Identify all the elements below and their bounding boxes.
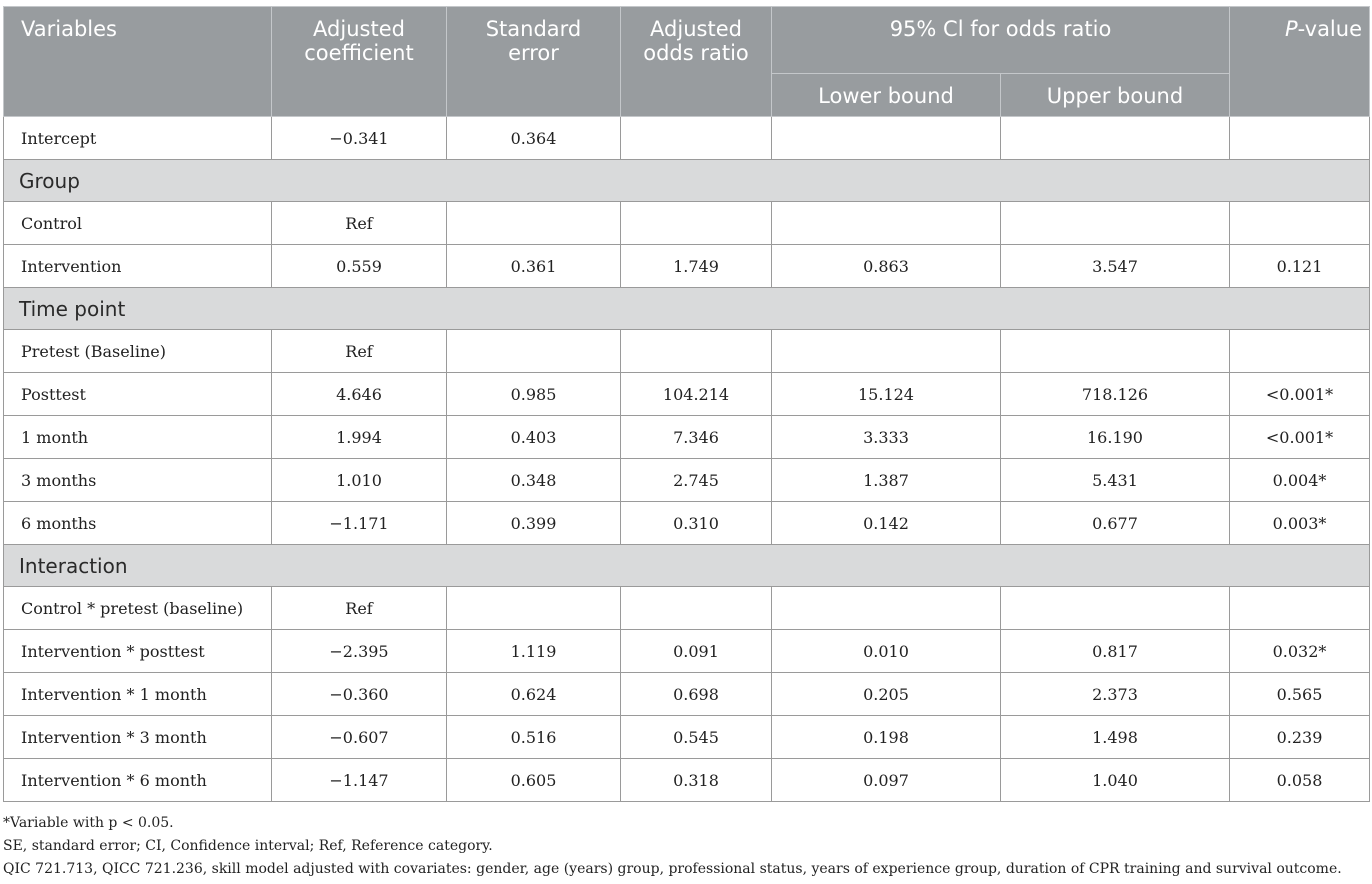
table-row bbox=[4, 202, 1370, 245]
cell-upper-bound: 2.373 bbox=[1001, 673, 1230, 716]
cell-standard-error bbox=[447, 587, 621, 630]
cell-standard-error: 1.119 bbox=[447, 630, 621, 673]
cell-upper-bound bbox=[1001, 117, 1230, 160]
cell-coefficient: −0.341 bbox=[272, 117, 447, 160]
cell-lower-bound: 0.198 bbox=[772, 716, 1001, 759]
cell-lower-bound: 0.142 bbox=[772, 502, 1001, 545]
cell-p-value: <0.001* bbox=[1230, 373, 1370, 416]
row-label: Intervention * posttest bbox=[4, 630, 272, 673]
cell-upper-bound: 0.677 bbox=[1001, 502, 1230, 545]
cell-odds-ratio: 0.310 bbox=[621, 502, 772, 545]
header-p-value bbox=[1230, 7, 1370, 117]
cell-odds-ratio: 0.545 bbox=[621, 716, 772, 759]
cell-odds-ratio bbox=[621, 202, 772, 245]
header-lower-bound-text: Lower bound bbox=[818, 84, 954, 108]
cell-standard-error: 0.624 bbox=[447, 673, 621, 716]
header-adjusted-coefficient-line1: Adjusted bbox=[313, 17, 405, 41]
cell-upper-bound: 0.817 bbox=[1001, 630, 1230, 673]
cell-standard-error: 0.361 bbox=[447, 245, 621, 288]
cell-lower-bound: 15.124 bbox=[772, 373, 1001, 416]
cell-standard-error bbox=[447, 330, 621, 373]
table-row bbox=[4, 117, 1370, 160]
cell-standard-error: 0.605 bbox=[447, 759, 621, 802]
cell-lower-bound: 0.010 bbox=[772, 630, 1001, 673]
cell-p-value: 0.004* bbox=[1230, 459, 1370, 502]
section-row-interaction bbox=[4, 545, 1370, 587]
cell-odds-ratio bbox=[621, 330, 772, 373]
cell-coefficient: 4.646 bbox=[272, 373, 447, 416]
cell-odds-ratio: 0.318 bbox=[621, 759, 772, 802]
cell-standard-error: 0.985 bbox=[447, 373, 621, 416]
cell-p-value: 0.565 bbox=[1230, 673, 1370, 716]
header-adjusted-odds-ratio bbox=[621, 7, 772, 117]
section-label: Group bbox=[4, 160, 1370, 202]
cell-coefficient: Ref bbox=[272, 202, 447, 245]
cell-p-value: 0.003* bbox=[1230, 502, 1370, 545]
cell-upper-bound: 1.040 bbox=[1001, 759, 1230, 802]
cell-coefficient: Ref bbox=[272, 587, 447, 630]
row-label: Intervention bbox=[4, 245, 272, 288]
header-standard-error bbox=[447, 7, 621, 117]
header-ci-text: 95% Cl for odds ratio bbox=[889, 17, 1112, 41]
cell-p-value: <0.001* bbox=[1230, 416, 1370, 459]
cell-coefficient: −0.607 bbox=[272, 716, 447, 759]
table-row bbox=[4, 587, 1370, 630]
cell-odds-ratio: 2.745 bbox=[621, 459, 772, 502]
header-upper-bound-text: Upper bound bbox=[1046, 84, 1184, 108]
table-row bbox=[4, 630, 1370, 673]
cell-lower-bound bbox=[772, 117, 1001, 160]
cell-coefficient: −2.395 bbox=[272, 630, 447, 673]
section-row-time-point bbox=[4, 288, 1370, 330]
row-label: Control * pretest (baseline) bbox=[4, 587, 272, 630]
cell-standard-error: 0.364 bbox=[447, 117, 621, 160]
cell-lower-bound: 0.205 bbox=[772, 673, 1001, 716]
cell-coefficient: −1.147 bbox=[272, 759, 447, 802]
regression-table bbox=[3, 6, 1370, 802]
table-row bbox=[4, 716, 1370, 759]
header-adjusted-coefficient-line2: coefficient bbox=[304, 41, 414, 65]
cell-p-value bbox=[1230, 202, 1370, 245]
cell-upper-bound: 5.431 bbox=[1001, 459, 1230, 502]
cell-coefficient: 0.559 bbox=[272, 245, 447, 288]
cell-lower-bound: 1.387 bbox=[772, 459, 1001, 502]
cell-p-value: 0.239 bbox=[1230, 716, 1370, 759]
cell-lower-bound bbox=[772, 587, 1001, 630]
row-label: Intervention * 6 month bbox=[4, 759, 272, 802]
header-adjusted-odds-ratio-line1: Adjusted bbox=[650, 17, 742, 41]
footnote-model: QIC 721.713, QICC 721.236, skill model adjusted with covariates: gender, age (years) group, professional status, years of experience group, duration of CPR training and survival outcome. bbox=[3, 861, 1342, 877]
header-p-italic: P bbox=[1284, 17, 1298, 41]
cell-p-value bbox=[1230, 587, 1370, 630]
footnote-significance: *Variable with p < 0.05. bbox=[3, 815, 174, 831]
cell-coefficient: −0.360 bbox=[272, 673, 447, 716]
table-row bbox=[4, 673, 1370, 716]
cell-p-value bbox=[1230, 330, 1370, 373]
row-label: 3 months bbox=[4, 459, 272, 502]
cell-standard-error: 0.399 bbox=[447, 502, 621, 545]
cell-lower-bound: 0.097 bbox=[772, 759, 1001, 802]
section-label: Interaction bbox=[4, 545, 1370, 587]
table-footnotes bbox=[3, 812, 1369, 881]
row-label: 6 months bbox=[4, 502, 272, 545]
cell-standard-error: 0.516 bbox=[447, 716, 621, 759]
header-standard-error-line2: error bbox=[508, 41, 559, 65]
cell-coefficient: −1.171 bbox=[272, 502, 447, 545]
cell-odds-ratio: 7.346 bbox=[621, 416, 772, 459]
cell-upper-bound: 16.190 bbox=[1001, 416, 1230, 459]
cell-standard-error: 0.348 bbox=[447, 459, 621, 502]
row-label: Intercept bbox=[4, 117, 272, 160]
row-label: 1 month bbox=[4, 416, 272, 459]
cell-odds-ratio: 0.698 bbox=[621, 673, 772, 716]
cell-coefficient: Ref bbox=[272, 330, 447, 373]
header-p-rest: -value bbox=[1297, 17, 1362, 41]
cell-p-value: 0.121 bbox=[1230, 245, 1370, 288]
cell-odds-ratio: 0.091 bbox=[621, 630, 772, 673]
header-lower-bound bbox=[772, 74, 1001, 117]
cell-lower-bound bbox=[772, 330, 1001, 373]
cell-lower-bound bbox=[772, 202, 1001, 245]
cell-lower-bound: 3.333 bbox=[772, 416, 1001, 459]
header-standard-error-line1: Standard bbox=[485, 17, 582, 41]
table-row bbox=[4, 459, 1370, 502]
cell-odds-ratio bbox=[621, 117, 772, 160]
header-variables bbox=[4, 7, 272, 117]
cell-coefficient: 1.010 bbox=[272, 459, 447, 502]
row-label: Pretest (Baseline) bbox=[4, 330, 272, 373]
header-upper-bound bbox=[1001, 74, 1230, 117]
cell-upper-bound: 3.547 bbox=[1001, 245, 1230, 288]
cell-odds-ratio: 104.214 bbox=[621, 373, 772, 416]
cell-p-value bbox=[1230, 117, 1370, 160]
footnote-abbreviations: SE, standard error; CI, Confidence interval; Ref, Reference category. bbox=[3, 838, 493, 854]
cell-odds-ratio bbox=[621, 587, 772, 630]
row-label: Intervention * 3 month bbox=[4, 716, 272, 759]
row-label: Intervention * 1 month bbox=[4, 673, 272, 716]
cell-upper-bound: 1.498 bbox=[1001, 716, 1230, 759]
cell-coefficient: 1.994 bbox=[272, 416, 447, 459]
header-variables-text: Variables bbox=[21, 17, 117, 41]
cell-lower-bound: 0.863 bbox=[772, 245, 1001, 288]
cell-p-value: 0.032* bbox=[1230, 630, 1370, 673]
cell-upper-bound bbox=[1001, 587, 1230, 630]
cell-upper-bound bbox=[1001, 202, 1230, 245]
table-row bbox=[4, 759, 1370, 802]
header-adjusted-coefficient bbox=[272, 7, 447, 117]
table-row bbox=[4, 330, 1370, 373]
cell-standard-error: 0.403 bbox=[447, 416, 621, 459]
cell-p-value: 0.058 bbox=[1230, 759, 1370, 802]
cell-standard-error bbox=[447, 202, 621, 245]
cell-odds-ratio: 1.749 bbox=[621, 245, 772, 288]
row-label: Posttest bbox=[4, 373, 272, 416]
table-row bbox=[4, 502, 1370, 545]
table-row bbox=[4, 245, 1370, 288]
section-label: Time point bbox=[4, 288, 1370, 330]
row-label: Control bbox=[4, 202, 272, 245]
cell-upper-bound bbox=[1001, 330, 1230, 373]
section-row-group bbox=[4, 160, 1370, 202]
header-ci bbox=[772, 7, 1230, 74]
table-row bbox=[4, 373, 1370, 416]
cell-upper-bound: 718.126 bbox=[1001, 373, 1230, 416]
regression-table-container bbox=[3, 6, 1369, 802]
table-row bbox=[4, 416, 1370, 459]
header-adjusted-odds-ratio-line2: odds ratio bbox=[643, 41, 749, 65]
